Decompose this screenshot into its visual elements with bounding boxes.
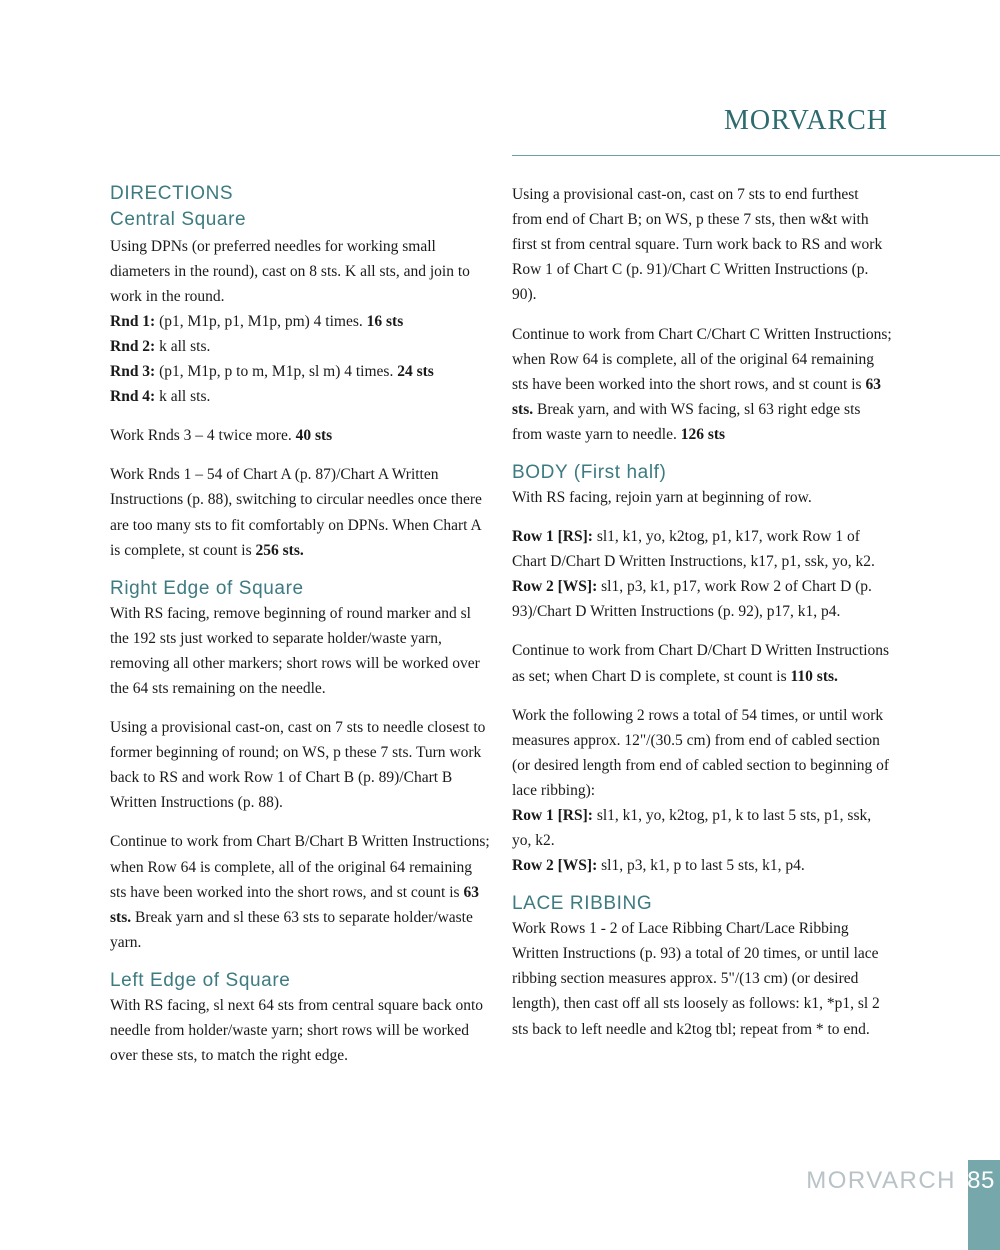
text-chart-a [110,462,490,562]
paragraph-work-rounds [110,423,490,448]
work-rounds-count: 40 sts [295,427,333,445]
repeat-row-2-text: sl1, p3, k1, p to last 5 sts, k1, p4. [597,857,805,875]
right-edge-3-count: 63 sts. [110,883,479,926]
right-column [512,182,892,1056]
paragraph-central-square-intro [110,234,490,309]
round-2-label: Rnd 2: [110,337,156,355]
round-4-line [110,384,490,409]
chart-c-part-a: Continue to work from Chart C/Chart C Written Instructions; when Row 64 is complete, all of the original 64 remaining sts have been worked into the short rows, and st count is [512,325,892,393]
right-edge-3-part-c: Break yarn and sl these 63 sts to separate holder/waste yarn. [110,908,473,951]
repeat-row-1 [512,803,892,853]
heading-body: BODY (First half) [512,462,667,484]
right-edge-3-part-a: Continue to work from Chart B/Chart B Written Instructions; when Row 64 is complete, all of the original 64 remaining sts have been worked into the short rows, and st count is [110,833,490,901]
work-rounds-text: Work Rnds 3 – 4 twice more. [110,427,296,445]
text-right-edge-2: Using a provisional cast-on, cast on 7 sts to needle closest to former beginning of round; on WS, p these 7 sts. Turn work back to RS and work Row 1 of Chart B (p. 89)/Chart B Written Instructions (p. 88). [110,719,486,812]
footer-page-number: 85 [967,1167,995,1194]
text-work-rounds [110,423,490,448]
round-3-count: 24 sts [397,363,434,381]
paragraph-right-edge-2 [110,715,490,815]
paragraph-chart-d-continue [512,638,892,688]
round-1-label: Rnd 1: [110,312,156,330]
text-right-edge-1: With RS facing, remove beginning of round marker and sl the 192 sts just worked to separate holder/waste yarn, removing all other markers; short rows will be worked over the 64 sts remaining on the needle. [110,604,480,697]
repeat-row-1-text: sl1, k1, yo, k2tog, p1, k to last 5 sts, p1, ssk, yo, k2. [512,807,872,850]
chart-c-count-126: 126 sts [680,425,726,443]
title-divider [512,155,1000,156]
rounds-list [110,309,490,409]
chart-d-part-a: Continue to work from Chart D/Chart D Written Instructions as set; when Chart D is complete, st count is [512,642,890,685]
body-row-2 [512,574,892,624]
paragraph-left-edge-1 [110,993,490,1068]
body-row-1 [512,524,892,574]
text-chart-c-continue [512,322,892,448]
chart-a-count: 256 sts. [255,541,304,559]
chart-d-count: 110 sts. [790,667,838,685]
footer-pattern-name: MORVARCH [806,1167,956,1194]
body-row-2-text: sl1, p3, k1, p17, work Row 2 of Chart D (p. 93)/Chart D Written Instructions (p. 92), p17, k1, p4. [512,578,872,621]
text-chart-c-setup: Using a provisional cast-on, cast on 7 sts to end furthest from end of Chart B; on WS, p these 7 sts, then w&t with first st from central square. Turn work back to RS and work Row 1 of Chart C (p. 91)/Chart C Written Instructions (p. 90). [512,186,883,304]
text-left-edge-1: With RS facing, sl next 64 sts from central square back onto needle from holder/waste yarn; short rows will be worked over these sts, to match the right edge. [110,996,484,1064]
repeat-row-2-label: Row 2 [WS]: [512,857,598,875]
round-2-line [110,334,490,359]
round-3-line [110,359,490,384]
heading-left-edge: Left Edge of Square [110,969,291,991]
paragraph-body-intro [512,485,892,510]
text-body-intro: With RS facing, rejoin yarn at beginning of row. [512,488,812,506]
text-chart-d-continue [512,638,892,688]
heading-right-edge: Right Edge of Square [110,577,304,599]
paragraph-repeat-rows [512,703,892,803]
heading-central-square: Central Square [110,208,247,230]
page-title: morvarch [724,93,888,138]
repeat-row-2 [512,853,892,878]
body-rows-list [512,524,892,624]
heading-directions: DIRECTIONS [110,183,234,204]
round-3-text: (p1, M1p, p to m, M1p, sl m) 4 times. [155,363,398,381]
text-right-edge-3 [110,829,490,955]
round-1-line [110,309,490,334]
round-4-text: k all sts. [155,388,211,406]
paragraph-chart-a [110,462,490,562]
body-row-1-text: sl1, k1, yo, k2tog, p1, k17, work Row 1 of Chart D/Chart D Written Instructions, k17, p1, ssk, yo, k2. [512,527,875,571]
round-1-text: (p1, M1p, p1, M1p, pm) 4 times. [155,312,367,330]
text-central-square-intro: Using DPNs (or preferred needles for working small diameters in the round), cast on 8 sts. K all sts, and join to work in the round. [110,237,470,305]
paragraph-chart-c-continue [512,322,892,448]
round-1-count: 16 sts [366,312,404,330]
text-repeat-rows: Work the following 2 rows a total of 54 times, or until work measures approx. 12"/(30.5 cm) from end of cabled section (or desired length from end of cabled section to beginning of lace ribbing): [512,706,890,799]
directions-header-group [110,182,490,232]
repeat-row-1-label: Row 1 [RS]: [512,807,593,825]
chart-c-part-c: Break yarn, and with WS facing, sl 63 right edge sts from waste yarn to needle. [512,400,861,443]
repeat-rows-list [512,803,892,878]
chart-c-count-63: 63 sts. [512,375,881,418]
body-row-2-label: Row 2 [WS]: [512,578,598,596]
paragraph-right-edge-3 [110,829,490,955]
round-2-text: k all sts. [155,337,211,355]
round-4-label: Rnd 4: [110,388,156,406]
left-column [110,182,490,1082]
heading-lace-ribbing: LACE RIBBING [512,893,653,915]
round-3-label: Rnd 3: [110,363,156,381]
chart-a-text: Work Rnds 1 – 54 of Chart A (p. 87)/Chart A Written Instructions (p. 88), switching to circular needles once there are too many sts to fit comfortably on DPNs. When Chart A is complete, st count is [110,466,482,559]
paragraph-right-edge-1 [110,601,490,701]
paragraph-chart-c-setup [512,182,892,308]
body-row-1-label: Row 1 [RS]: [512,527,593,545]
paragraph-lace-ribbing [512,916,892,1042]
text-lace-ribbing: Work Rows 1 - 2 of Lace Ribbing Chart/Lace Ribbing Written Instructions (p. 93) a total of 20 times, or until lace ribbing section measures approx. 5"/(13 cm) (or desired length), then cast off all sts loosely as follows: k1, *p1, sl 2 sts back to left needle and k2tog tbl; repeat from * to end. [512,920,880,1038]
